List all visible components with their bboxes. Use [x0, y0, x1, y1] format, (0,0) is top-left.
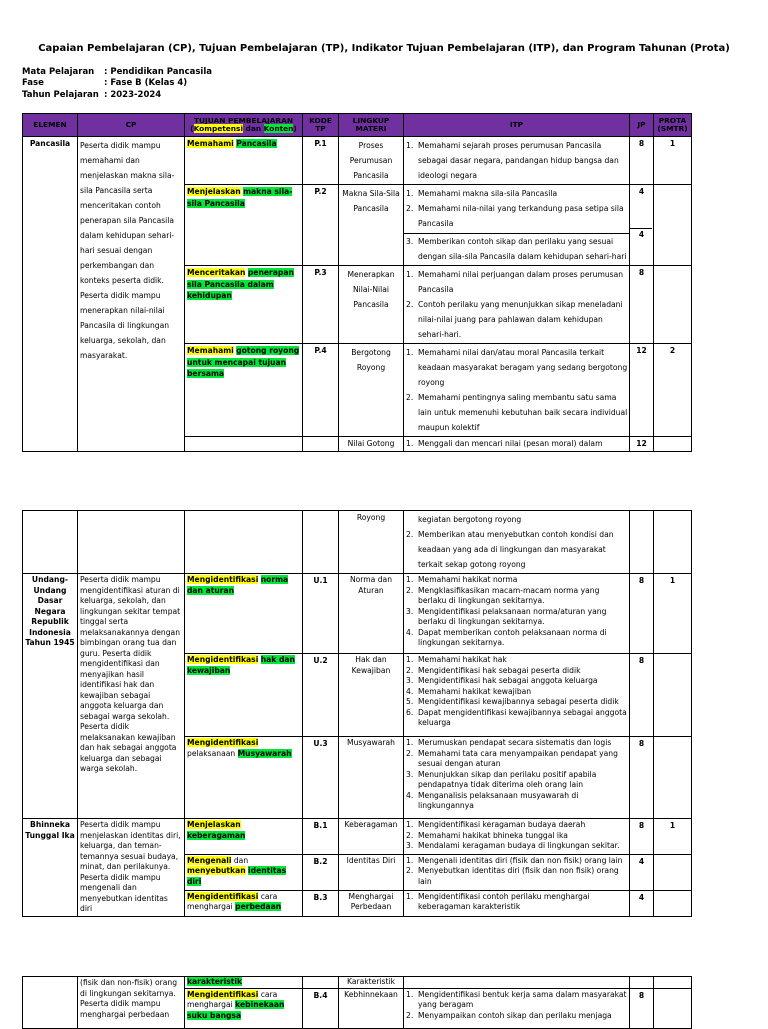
itp-cell — [404, 266, 630, 344]
itp-item: 3. Memberikan contoh sikap dan perilaku yang sesuai dengan sila-sila Pancasila dalam kehidupan sehari-hari — [406, 237, 627, 261]
cp-cell — [78, 511, 185, 574]
header-cp: CP — [78, 114, 185, 137]
table-row — [23, 977, 692, 989]
prota-cell — [654, 854, 692, 890]
tp-cell: Memahami gotong royong untuk mencapai tujuan bersama — [185, 344, 303, 437]
itp-item: 1. Memahami sejarah proses perumusan Pancasila sebagai dasar negara, pandangan hidup bangsa dan ideologi negara — [406, 141, 619, 180]
lingkup-cell: Hak dan Kewajiban — [339, 654, 404, 737]
tp-cell: Memahami Pancasila — [185, 137, 303, 185]
kode-cell: B.1 — [303, 819, 339, 855]
itp-item: 2. Menyampaikan contoh sikap dan perilaku menjaga — [406, 1010, 612, 1020]
tp-cell: Mengidentifikasi pelaksanaan Musyawarah — [185, 737, 303, 819]
jp-cell: 8 — [630, 654, 654, 737]
kode-cell — [303, 511, 339, 574]
jp-cell: 4 — [630, 890, 654, 916]
header-itp: ITP — [404, 114, 630, 137]
prota-cell — [654, 977, 692, 989]
itp-item: 3. Mengidentifikasi hak sebagai anggota keluarga — [406, 676, 598, 685]
table-row — [23, 574, 692, 654]
jp-cell: 4 — [630, 854, 654, 890]
itp-item: 1. Merumuskan pendapat secara sistematis dan logis — [406, 738, 612, 747]
lingkup-cell: Musyawarah — [339, 737, 404, 819]
tp-cell: Mengidentifikasi cara menghargai kebinekaan suku bangsa — [185, 988, 303, 1028]
lingkup-cell: Bergotong Royong — [339, 344, 404, 437]
kode-cell: P.2 — [303, 185, 339, 266]
table-header-row — [23, 114, 692, 137]
itp-item: 4. Memahami hakikat kewajiban — [406, 686, 532, 696]
itp-item: 1. Memahami nilai dan/atau moral Pancasila terkait keadaan masyarakat beragam yang sedang bergotong royong — [406, 348, 628, 387]
itp-item: 1. Memahami nilai perjuangan dalam proses perumusan Pancasila — [406, 270, 624, 294]
cp-cell: (fisik dan non-fisik) orang di lingkungan sekitarnya. Peserta didik mampu menghargai perbedaan — [78, 977, 185, 1029]
kode-cell: B.2 — [303, 854, 339, 890]
header-kode: KODE TP — [303, 114, 339, 137]
itp-cell — [404, 437, 630, 452]
itp-cell — [404, 511, 630, 574]
lingkup-cell: Norma dan Aturan — [339, 574, 404, 654]
tp-cell: Menceritakan penerapan sila Pancasila dalam kehidupan — [185, 266, 303, 344]
tp-cell: Mengenali dan menyebutkan identitas diri — [185, 854, 303, 890]
itp-item: 6. Dapat mengidentifikasi kewajibannya sebagai anggota keluarga — [406, 707, 627, 727]
tp-cell: Menjelaskan keberagaman — [185, 819, 303, 855]
lingkup-cell: Identitas Diri — [339, 854, 404, 890]
itp-item: 2. Mengidentifikasi hak sebagai peserta didik — [406, 665, 581, 675]
itp-item: 1. Memahami makna sila-sila Pancasila — [406, 189, 558, 198]
table-row — [23, 137, 692, 185]
tp-cell: karakteristik — [185, 977, 303, 989]
header-elemen: ELEMEN — [23, 114, 78, 137]
itp-cell — [404, 977, 630, 989]
cp-cell: Peserta didik mampu mengidentifikasi aturan di keluarga, sekolah, dan lingkungan sekitar tempat tinggal serta melaksanakannya dengan bimbingan orang tua dan guru. Peserta didik mengidentifikasi dan menyajikan hasil identifikasi hak dan kewajiban sebagai anggota keluarga dan sebagai warga sekolah. Peserta didik melaksanakan kewajiban dan hak sebagai anggota keluarga dan sebagai warga sekolah. — [78, 574, 185, 819]
jp-cell: 4 4 — [630, 185, 654, 266]
header-jp: JP — [630, 114, 654, 137]
itp-item: 3. Mengidentifikasi pelaksanaan norma/aturan yang berlaku di lingkungan sekitarnya. — [406, 606, 607, 626]
prota-cell — [654, 890, 692, 916]
itp-item: 2. Memahami tata cara menyampaikan pendapat yang sesuai dengan aturan — [406, 748, 618, 768]
kode-cell: P.3 — [303, 266, 339, 344]
elemen-cell: Pancasila — [23, 137, 78, 452]
itp-item: 1. Mengidentifikasi bentuk kerja sama dalam masyarakat yang beragam — [406, 989, 627, 1009]
header-lingkup: LINGKUP MATERI — [339, 114, 404, 137]
itp-cell — [404, 988, 630, 1028]
jp-cell — [630, 511, 654, 574]
jp-cell: 8 — [630, 574, 654, 654]
itp-item: 2. Memahami pentingnya saling membantu satu sama lain untuk memenuhi kebutuhan baik secara individual maupun kolektif — [406, 393, 628, 432]
itp-item: 1. Mengidentifikasi keragaman budaya daerah — [406, 820, 586, 829]
kode-cell: U.2 — [303, 654, 339, 737]
itp-item: 1. Memahami hakikat hak — [406, 655, 507, 664]
tp-cell: Menjelaskan makna sila-sila Pancasila — [185, 185, 303, 266]
elemen-cell: Undang-Undang Dasar Negara Republik Indonesia Tahun 1945 — [23, 574, 78, 819]
prota-cell — [654, 185, 692, 266]
itp-item: 3. Mendalami keragaman budaya di lingkungan sekitar. — [406, 841, 620, 850]
kode-cell: B.3 — [303, 890, 339, 916]
cp-cell: Peserta didik mampu menjelaskan identitas diri, keluarga, dan teman-temannya sesuai budaya, minat, dan perilakunya. Peserta didik mampu mengenali dan menyebutkan identitas diri — [78, 819, 185, 917]
kode-cell: P.4 — [303, 344, 339, 437]
jp-cell — [630, 977, 654, 989]
kode-cell: U.1 — [303, 574, 339, 654]
tp-cell: Mengidentifikasi norma dan aturan — [185, 574, 303, 654]
itp-item: kegiatan bergotong royong — [418, 515, 522, 524]
curriculum-table-page-1 — [22, 113, 692, 452]
itp-cell — [404, 185, 630, 266]
prota-cell: 1 — [654, 574, 692, 654]
jp-cell: 12 — [630, 437, 654, 452]
kode-cell — [303, 977, 339, 989]
lingkup-cell: Proses Perumusan Pancasila — [339, 137, 404, 185]
meta-year: Tahun Pelajaran : 2023-2024 — [22, 90, 162, 100]
lingkup-cell: Keberagaman — [339, 819, 404, 855]
prota-cell — [654, 511, 692, 574]
document-title: Capaian Pembelajaran (CP), Tujuan Pembelajaran (TP), Indikator Tujuan Pembelajaran (ITP), dan Program Tahunan (Prota) — [38, 43, 730, 54]
tp-cell: Mengidentifikasi hak dan kewajiban — [185, 654, 303, 737]
jp-cell: 8 — [630, 819, 654, 855]
curriculum-table-page-2 — [22, 510, 692, 917]
prota-cell: 2 — [654, 344, 692, 437]
prota-cell — [654, 988, 692, 1028]
elemen-cell — [23, 511, 78, 574]
itp-item: 2. Menyebutkan identitas diri (fisik dan non fisik) orang lain — [406, 866, 619, 886]
itp-cell — [404, 654, 630, 737]
lingkup-cell: Kebhinnekaan — [339, 988, 404, 1028]
elemen-cell: Bhinneka Tunggal Ika — [23, 819, 78, 917]
lingkup-cell: Royong — [339, 511, 404, 574]
header-tp: TUJUAN PEMBELAJARAN (Kompetensi dan Konten) — [185, 114, 303, 137]
itp-item: 2. Memahami nila-nilai yang terkandung pasa setipa sila Pancasila — [406, 204, 624, 228]
kode-cell: U.3 — [303, 737, 339, 819]
prota-cell: 1 — [654, 819, 692, 855]
header-prota: PROTA (SMTR) — [654, 114, 692, 137]
itp-cell — [404, 854, 630, 890]
table-row — [23, 511, 692, 574]
kode-cell: B.4 — [303, 988, 339, 1028]
lingkup-cell: Nilai Gotong — [339, 437, 404, 452]
tp-cell: Mengidentifikasi cara menghargai perbedaan — [185, 890, 303, 916]
tp-cell — [185, 511, 303, 574]
itp-item: 2. Memberikan atau menyebutkan contoh kondisi dan keadaan yang ada di lingkungan dan masyarakat terkait sekap gotong royong — [406, 530, 614, 569]
elemen-cell — [23, 977, 78, 1029]
prota-cell — [654, 266, 692, 344]
jp-cell: 8 — [630, 137, 654, 185]
kode-cell — [303, 437, 339, 452]
lingkup-cell: Menerapkan Nilai-Nilai Pancasila — [339, 266, 404, 344]
itp-cell — [404, 344, 630, 437]
prota-cell — [654, 437, 692, 452]
itp-item: 4. Dapat memberikan contoh pelaksanaan norma di lingkungan sekitarnya. — [406, 627, 607, 647]
itp-cell — [404, 137, 630, 185]
prota-cell — [654, 654, 692, 737]
meta-phase: Fase : Fase B (Kelas 4) — [22, 78, 188, 88]
itp-item: 1. Mengidentifikasi contoh perilaku menghargai keberagaman karakteristik — [406, 891, 590, 912]
tp-cell — [185, 437, 303, 452]
itp-item: 2. Mengklasifikasikan macam-macam norma yang berlaku di lingkungan sekitarnya. — [406, 585, 600, 605]
table-row — [23, 819, 692, 855]
lingkup-cell: Karakteristik — [339, 977, 404, 989]
itp-cell — [404, 890, 630, 916]
itp-item: 1. Mengenali identitas diri (fisik dan non fisik) orang lain — [406, 855, 623, 865]
itp-item: 2. Contoh perilaku yang menunjukkan sikap meneladani nilai-nilai juang para pahlawan dalam kehidupan sehari-hari. — [406, 300, 623, 339]
kode-cell: P.1 — [303, 137, 339, 185]
itp-cell — [404, 737, 630, 819]
itp-item: 1. Memahami hakikat norma — [406, 575, 518, 584]
prota-cell: 1 — [654, 137, 692, 185]
jp-cell: 12 — [630, 344, 654, 437]
prota-cell — [654, 737, 692, 819]
itp-item: 2. Memahami hakikat bhineka tunggal ika — [406, 830, 568, 840]
itp-cell — [404, 574, 630, 654]
lingkup-cell: Menghargai Perbedaan — [339, 890, 404, 916]
itp-item: 5. Mengidentifikasi kewajibannya sebagai peserta didik — [406, 697, 619, 706]
jp-cell: 8 — [630, 737, 654, 819]
curriculum-table-page-3 — [22, 976, 692, 1029]
itp-item: 4. Menganalisis pelaksanaan musyawarah di lingkungannya — [406, 790, 579, 810]
itp-cell — [404, 819, 630, 855]
jp-cell: 8 — [630, 988, 654, 1028]
itp-item: 1. Menggali dan mencari nilai (pesan moral) dalam — [406, 439, 603, 448]
meta-subject: Mata Pelajaran : Pendidikan Pancasila — [22, 67, 212, 77]
cp-cell: Peserta didik mampu memahami dan menjelaskan makna sila-sila Pancasila serta menceritakan contoh penerapan sila Pancasila dalam kehidupan sehari-hari sesuai dengan perkembangan dan konteks peserta didik. Peserta didik mampu menerapkan nilai-nilai Pancasila di lingkungan keluarga, sekolah, dan masyarakat. — [78, 137, 185, 452]
lingkup-cell: Makna Sila-Sila Pancasila — [339, 185, 404, 266]
jp-cell: 8 — [630, 266, 654, 344]
itp-item: 3. Menunjukkan sikap dan perilaku positif apabila pendapatnya tidak diterima oleh orang lain — [406, 769, 597, 789]
